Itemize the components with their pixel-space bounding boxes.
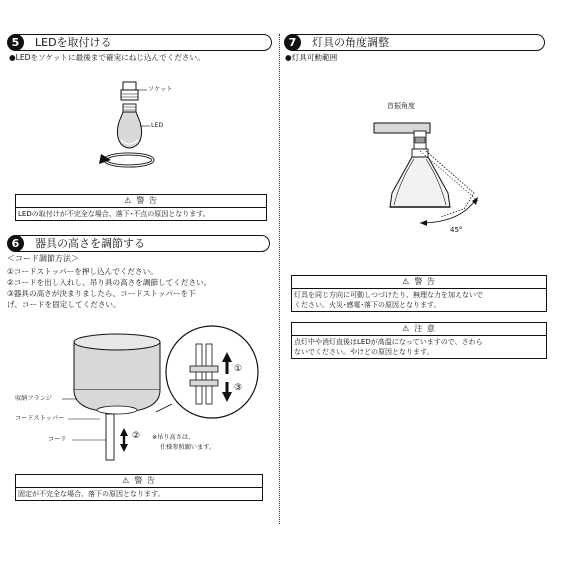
section7-warning-title: 警 告 bbox=[414, 277, 436, 286]
section5-warning-title-row bbox=[16, 195, 266, 208]
note-line-1: ※吊り高さは、 bbox=[152, 434, 195, 441]
section5-header bbox=[14, 34, 272, 51]
section7-caution-line-1: 点灯中や消灯直後はLEDが高温になっていますので、さわら bbox=[294, 338, 483, 346]
section6-warning-box bbox=[15, 474, 263, 501]
section7-warning-box bbox=[291, 275, 547, 312]
section7-caution-box bbox=[291, 322, 547, 359]
section5-warning-text: LEDの取付けが不完全な場合、落下･不点の原因となります。 bbox=[18, 210, 210, 218]
section6-step-2: ②コードを出し入れし、吊り具の高さを調節してください。 bbox=[7, 278, 212, 287]
section6-title: 器具の高さを調節する bbox=[35, 237, 145, 250]
section5-number: 5 bbox=[7, 34, 24, 51]
section5-warning-box bbox=[15, 194, 267, 221]
note-line-2: 仕様参照願います。 bbox=[160, 444, 216, 451]
section5-bullet: ●LEDをソケットに最後まで確実にねじ込んでください。 bbox=[9, 53, 205, 62]
section6-warning-title: 警 告 bbox=[134, 476, 156, 485]
section7-warning-title-row bbox=[292, 276, 546, 289]
label-socket: ソケット bbox=[148, 86, 173, 93]
section7-header bbox=[291, 34, 545, 51]
section7-caution-line-2: ないでください。やけどの原因となります。 bbox=[294, 348, 434, 356]
label-cord-stopper: コードストッパー bbox=[15, 415, 65, 422]
section5-title: LEDを取付ける bbox=[35, 36, 112, 49]
mark-3: ③ bbox=[234, 383, 243, 393]
label-led: LED bbox=[151, 122, 164, 129]
section6-step-4: げ、コードを固定してください。 bbox=[7, 300, 121, 309]
section6-header bbox=[14, 235, 270, 252]
section7-caution-title-row bbox=[292, 323, 546, 336]
section7-number: 7 bbox=[284, 34, 301, 51]
section7-title: 灯具の角度調整 bbox=[312, 36, 389, 49]
caution-triangle-icon: ⚠ bbox=[402, 324, 411, 333]
label-45-degrees: 45° bbox=[450, 226, 463, 234]
warning-triangle-icon: ⚠ bbox=[122, 476, 131, 485]
section7-caution-title: 注 意 bbox=[414, 324, 436, 333]
label-cord: コード bbox=[48, 436, 67, 443]
mark-1: ① bbox=[234, 364, 243, 374]
section7-bullet: ●灯具可動範囲 bbox=[285, 53, 338, 62]
label-swing-angle: 首振角度 bbox=[387, 102, 415, 110]
section6-subtitle: ＜コード調節方法＞ bbox=[7, 254, 79, 263]
mark-2: ② bbox=[132, 431, 141, 441]
section6-warning-text: 固定が不完全な場合、落下の原因となります。 bbox=[18, 490, 165, 498]
warning-triangle-icon: ⚠ bbox=[402, 277, 411, 286]
warning-triangle-icon: ⚠ bbox=[124, 196, 133, 205]
section6-step-1: ①コードストッパーを押し込んでください。 bbox=[7, 267, 158, 276]
label-storage-flange: 収納フランジ bbox=[15, 395, 52, 402]
section6-number: 6 bbox=[7, 235, 24, 252]
section6-step-3: ③器具の高さが決まりましたら、コードストッパーを下 bbox=[7, 289, 196, 298]
lamp-angle-illustration bbox=[370, 115, 490, 235]
column-divider bbox=[279, 34, 280, 524]
section6-warning-title-row bbox=[16, 475, 262, 488]
section7-warning-line-2: ください。火災･感電･落下の原因となります。 bbox=[294, 301, 441, 309]
section5-warning-title: 警 告 bbox=[136, 196, 158, 205]
led-install-illustration bbox=[95, 80, 175, 180]
section7-warning-line-1: 灯具を同じ方向に可動しつづけたり、無理な力を加えないで bbox=[294, 291, 483, 299]
